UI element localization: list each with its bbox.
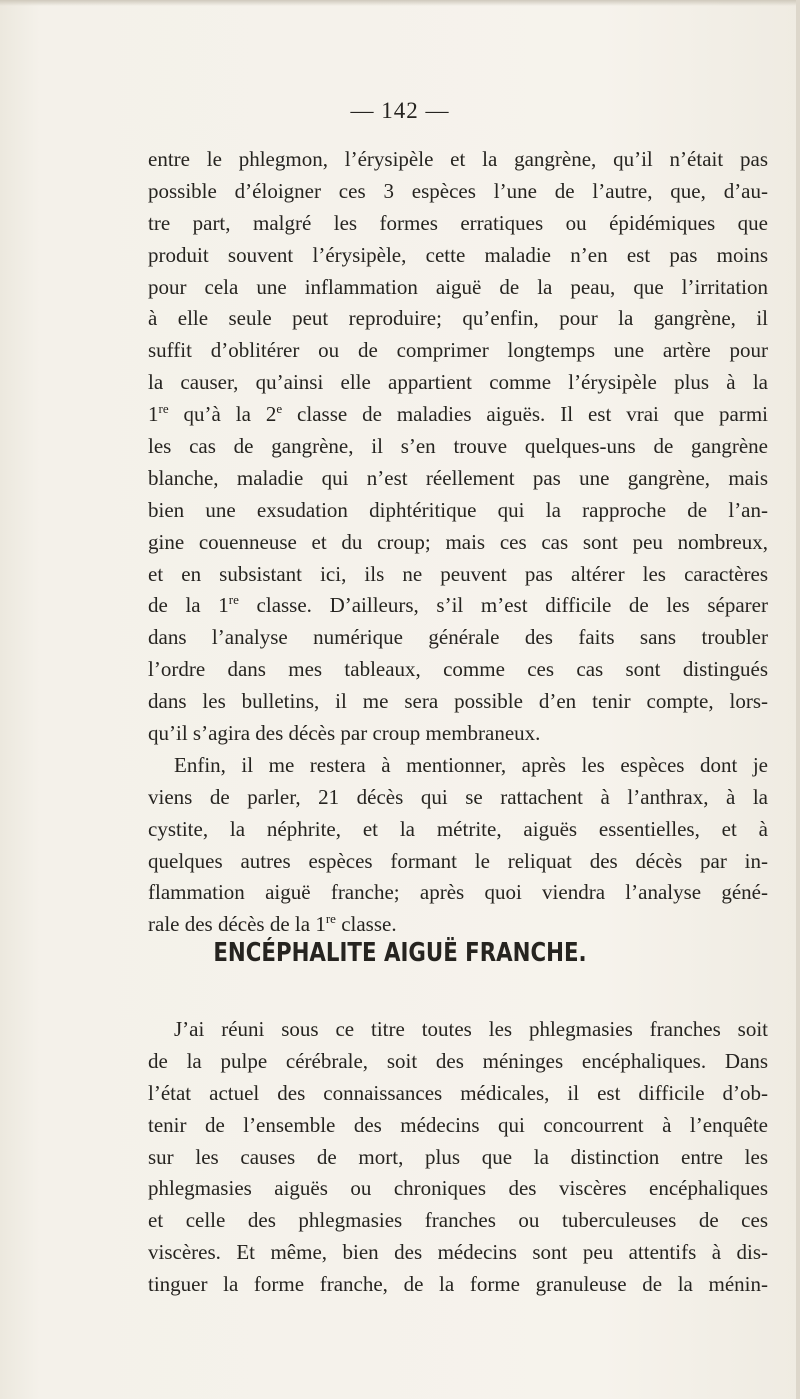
- paragraph-1-line: les cas de gangrène, il s’en trouve quelques-uns de gangrène: [148, 434, 768, 459]
- paragraph-3-line: l’état actuel des connaissances médicales, il est difficile d’ob-: [148, 1080, 768, 1105]
- paragraph-3-line: sur les causes de mort, plus que la distinction entre les: [148, 1144, 768, 1169]
- paragraph-2-line: flammation aiguë franche; après quoi viendra l’analyse géné-: [148, 880, 768, 905]
- paragraph-3-line: de la pulpe cérébrale, soit des méninges encéphaliques. Dans: [148, 1048, 768, 1073]
- paragraph-1-line: blanche, maladie qui n’est réellement pas une gangrène, mais: [148, 465, 768, 490]
- paragraph-1-line: entre le phlegmon, l’érysipèle et la gangrène, qu’il n’était pas: [148, 147, 768, 171]
- page-edge-right: [796, 0, 800, 1399]
- page-edge-top: [0, 0, 800, 6]
- paragraph-1-line: 1re qu’à la 2e classe de maladies aiguës. Il est vrai que parmi: [148, 401, 768, 427]
- paragraph-3-line: tenir de l’ensemble des médecins qui concourrent à l’enquête: [148, 1112, 768, 1137]
- paragraph-1-line: dans les bulletins, il me sera possible d’en tenir compte, lors-: [148, 689, 768, 714]
- paragraph-1-line: suffit d’oblitérer ou de comprimer longtemps une artère pour: [148, 338, 768, 363]
- paragraph-3-line: J’ai réuni sous ce titre toutes les phlegmasies franches soit: [174, 1017, 768, 1041]
- paragraph-1-line: l’ordre dans mes tableaux, comme ces cas sont distingués: [148, 657, 768, 682]
- paragraph-1-line: produit souvent l’érysipèle, cette maladie n’en est pas moins: [148, 242, 768, 267]
- paragraph-1-line: gine couenneuse et du croup; mais ces cas sont peu nombreux,: [148, 529, 768, 554]
- paragraph-1-line: bien une exsudation diphtéritique qui la rapproche de l’an-: [148, 497, 768, 522]
- section-heading: ENCÉPHALITE AIGUË FRANCHE.: [213, 938, 587, 968]
- paragraph-2-line: rale des décès de la 1re classe.: [148, 911, 397, 937]
- paragraph-1-line: la causer, qu’ainsi elle appartient comme l’érysipèle plus à la: [148, 370, 768, 395]
- paragraph-1-line: pour cela une inflammation aiguë de la peau, que l’irritation: [148, 274, 768, 299]
- paragraph-1-line: possible d’éloigner ces 3 espèces l’une de l’autre, que, d’au-: [148, 178, 768, 203]
- paragraph-3-line: viscères. Et même, bien des médecins sont peu attentifs à dis-: [148, 1240, 768, 1265]
- text-block-upper: [148, 144, 768, 941]
- paragraph-2-line: viens de parler, 21 décès qui se rattachent à l’anthrax, à la: [148, 784, 768, 809]
- paragraph-1-line: à elle seule peut reproduire; qu’enfin, pour la gangrène, il: [148, 306, 768, 331]
- paragraph-1-line: tre part, malgré les formes erratiques ou épidémiques que: [148, 210, 768, 235]
- text-block-lower: [148, 1014, 768, 1301]
- paragraph-3-line: tinguer la forme franche, de la forme granuleuse de la ménin-: [148, 1272, 768, 1297]
- paragraph-1-line: qu’il s’agira des décès par croup membraneux.: [148, 721, 541, 746]
- paragraph-3-line: et celle des phlegmasies franches ou tuberculeuses de ces: [148, 1208, 768, 1233]
- paragraph-3-line: phlegmasies aiguës ou chroniques des viscères encéphaliques: [148, 1176, 768, 1201]
- paragraph-2-line: cystite, la néphrite, et la métrite, aiguës essentielles, et à: [148, 816, 768, 841]
- page-number: — 142 —: [350, 98, 450, 123]
- paragraph-1-line: de la 1re classe. D’ailleurs, s’il m’est difficile de les séparer: [148, 592, 768, 618]
- paragraph-2-line: quelques autres espèces formant le reliquat des décès par in-: [148, 848, 768, 873]
- paragraph-1-line: et en subsistant ici, ils ne peuvent pas altérer les caractères: [148, 561, 768, 586]
- paragraph-2-line: Enfin, il me restera à mentionner, après les espèces dont je: [174, 752, 768, 777]
- paragraph-1-line: dans l’analyse numérique générale des faits sans troubler: [148, 625, 768, 650]
